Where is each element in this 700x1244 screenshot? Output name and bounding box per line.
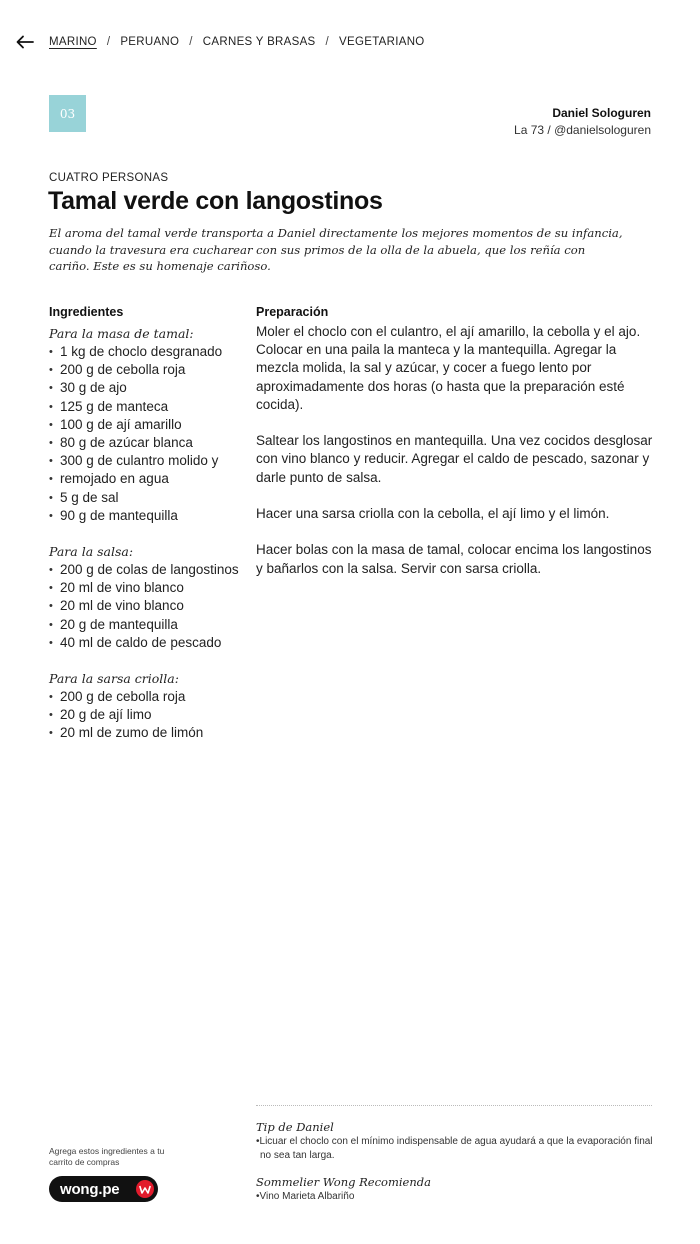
author-name: Daniel Sologuren: [552, 106, 651, 120]
wong-brand-label: wong.pe: [60, 1180, 120, 1198]
sommelier-title: Sommelier Wong Recomienda: [256, 1175, 431, 1189]
recipe-title: Tamal verde con langostinos: [48, 187, 383, 215]
wong-shop-button[interactable]: [49, 1176, 158, 1202]
tip-block: [256, 1119, 656, 1204]
ingredient-item: • 1 kg de choclo desgranado: [49, 343, 239, 361]
ingredient-list: [49, 343, 239, 525]
ingredient-item: • 20 g de mantequilla: [49, 616, 239, 634]
tip-title: Tip de Daniel: [256, 1120, 334, 1134]
ingredient-group-title: Para la sarsa criolla:: [49, 671, 179, 687]
ingredient-item: • 20 ml de vino blanco: [49, 597, 239, 615]
preparation-steps: [256, 323, 656, 578]
author-handle: La 73 / @danielsologuren: [514, 123, 651, 137]
ingredient-item: • 200 g de colas de langostinos: [49, 561, 239, 579]
ingredient-list: [49, 688, 239, 743]
breadcrumb-separator: /: [325, 36, 330, 48]
sommelier-text: •Vino Marieta Albariño: [256, 1191, 355, 1202]
breadcrumb-separator: /: [189, 36, 193, 48]
crumb-marino[interactable]: MARINO: [49, 36, 97, 48]
ingredient-item: • 125 g de manteca: [49, 398, 239, 416]
ingredient-item: • 80 g de azúcar blanca: [49, 434, 239, 452]
ingredient-item: • 300 g de culantro molido y: [49, 452, 239, 470]
ingredient-item: • 20 g de ají limo: [49, 706, 239, 724]
crumb-vegetariano[interactable]: VEGETARIANO: [339, 36, 425, 48]
servings-label: CUATRO PERSONAS: [49, 172, 169, 184]
breadcrumb: [49, 36, 425, 48]
ingredient-item: • 20 ml de vino blanco: [49, 579, 239, 597]
ingredient-group-title: Para la masa de tamal:: [49, 326, 194, 341]
ingredient-item: • 20 ml de zumo de limón: [49, 724, 239, 742]
cart-prompt: Agrega estos ingredientes a tu carrito de compras: [49, 1146, 165, 1167]
back-arrow-icon[interactable]: [16, 35, 34, 49]
ingredient-item: • 40 ml de caldo de pescado: [49, 634, 239, 652]
ingredient-item: • remojado en agua: [49, 470, 239, 488]
wong-logo-icon: [136, 1180, 154, 1198]
ingredient-item: • 200 g de cebolla roja: [49, 688, 239, 706]
ingredient-list: [49, 561, 239, 652]
breadcrumb-separator: /: [106, 36, 111, 48]
ingredient-item: • 200 g de cebolla roja: [49, 361, 239, 379]
preparation-heading: Preparación: [256, 305, 329, 319]
preparation-step: Moler el choclo con el culantro, el ají amarillo, la cebolla y el ajo. Colocar en una paila la manteca y la mantequilla. Agregar la mezcla molida, la sal y azúcar, y cocer a fuego lento por aproximadamente dos horas (o hasta que la preparación esté cocida).: [256, 324, 641, 412]
ingredient-item: • 5 g de sal: [49, 489, 239, 507]
preparation-step: Saltear los langostinos en mantequilla. Una vez cocidos desglosar con vino blanco y reducir. Agregar el caldo de pescado, sazonar y darle punto de salsa.: [256, 433, 653, 485]
recipe-intro: El aroma del tamal verde transporta a Daniel directamente los mejores momentos de su infancia, cuando la travesura era cucharear con sus primos de la olla de la abuela, que los reñía con cariño. Este es su homenaje cariñoso.: [49, 226, 623, 273]
dotted-divider: [256, 1105, 652, 1106]
recipe-number-badge: 03: [49, 95, 86, 132]
crumb-peruano[interactable]: PERUANO: [120, 36, 180, 48]
crumb-carnes-y-brasas[interactable]: CARNES Y BRASAS: [202, 36, 316, 48]
preparation-column: [256, 303, 656, 596]
preparation-step: Hacer bolas con la masa de tamal, colocar encima los langostinos y bañarlos con la salsa. Servir con sarsa criolla.: [256, 542, 652, 576]
tip-text: •Licuar el choclo con el mínimo indispensable de agua ayudará a que la evaporación final no sea tan larga.: [256, 1136, 653, 1161]
ingredient-item: • 30 g de ajo: [49, 379, 239, 397]
breadcrumb-nav: [16, 32, 425, 52]
ingredients-heading: Ingredientes: [49, 305, 124, 319]
ingredients-column: [49, 303, 239, 743]
preparation-step: Hacer una sarsa criolla con la cebolla, el ají limo y el limón.: [256, 506, 610, 521]
ingredient-group-title: Para la salsa:: [49, 544, 134, 560]
author-block: [514, 106, 651, 138]
ingredient-item: • 90 g de mantequilla: [49, 507, 239, 525]
ingredient-item: • 100 g de ají amarillo: [49, 416, 239, 434]
